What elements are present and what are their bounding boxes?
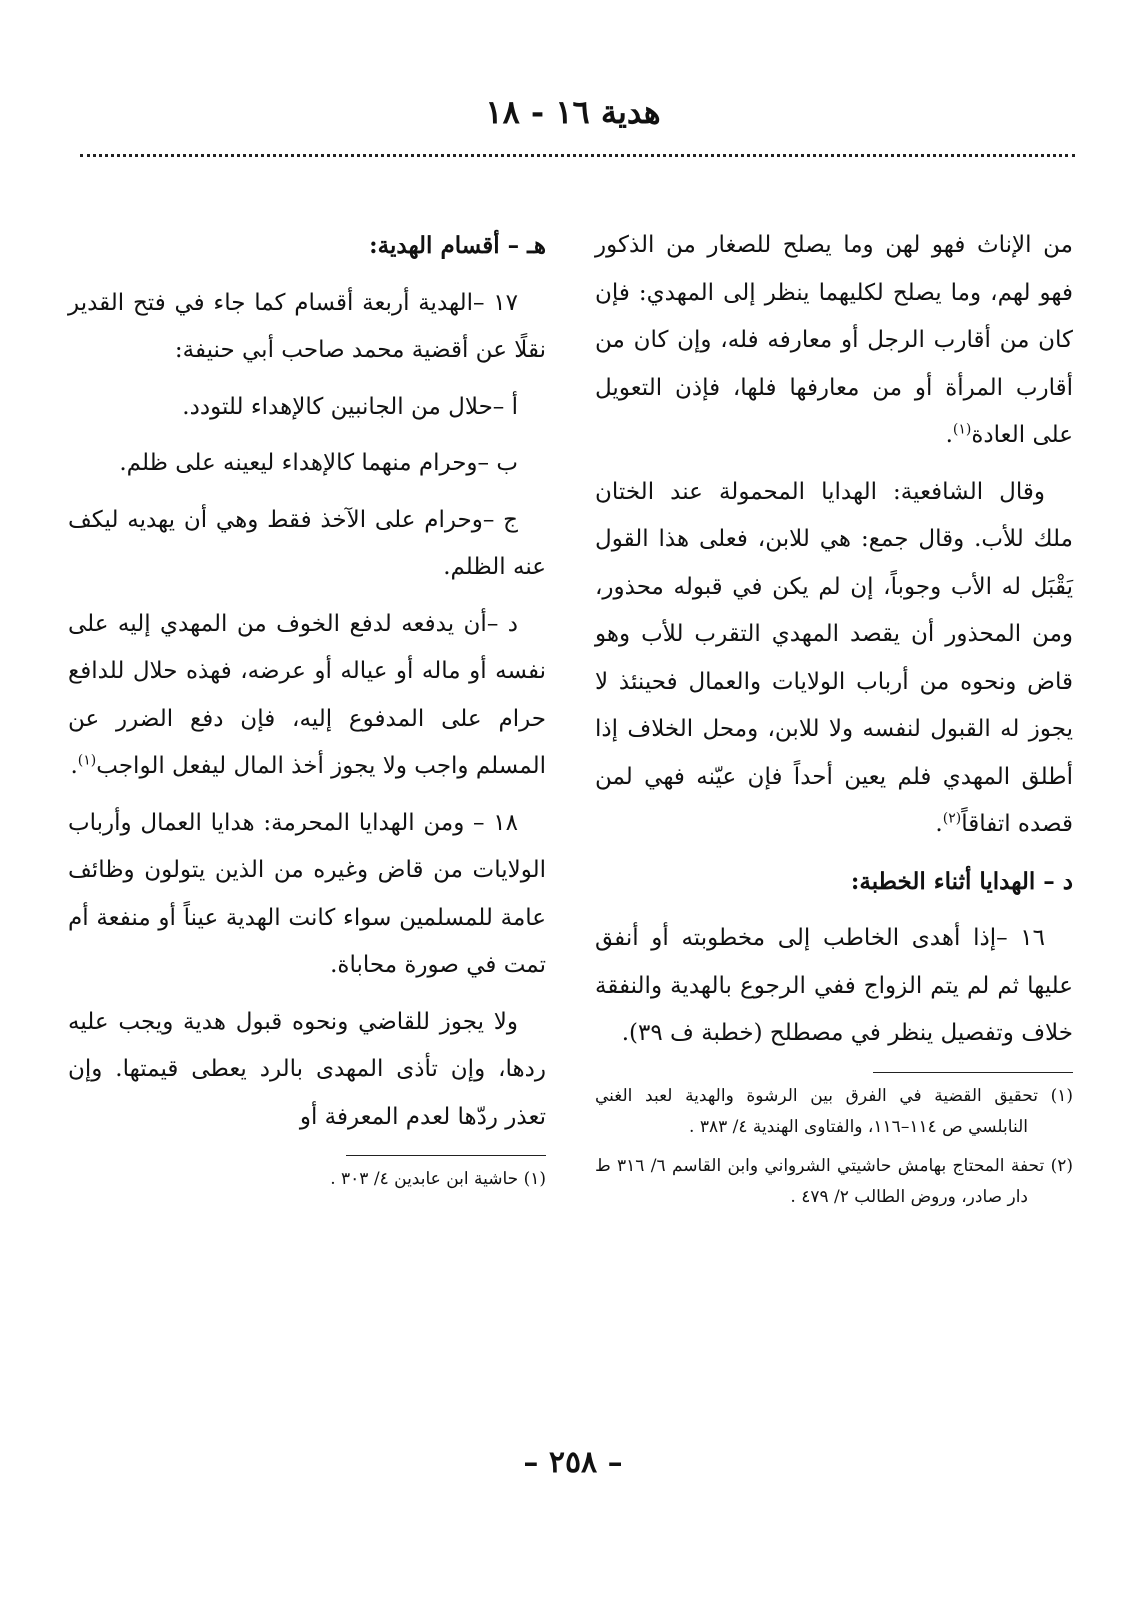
- footnote-ref: (٢): [942, 810, 962, 827]
- section-heading-h: هـ – أقسام الهدية:: [369, 232, 546, 259]
- header-dotted-rule: [80, 154, 1075, 157]
- list-item-d: د –أن يدفعه لدفع الخوف من المهدي إليه على نفسه أو ماله أو عياله أو عرضه، فهذه حلال للدافع حرام على المدفوع إليه، فإن دفع الضرر عن المسلم واجب ولا يجوز أخذ المال ليفعل الواجب$^{(١)}$.: [68, 610, 546, 779]
- right-footnote-2: (٢) تحفة المحتاج بهامش حاشيتي الشرواني وابن القاسم ٦/ ٣١٦ ط دار صادر، وروض الطالب ٢/ ٤٧٩ .: [595, 1155, 1073, 1207]
- page-header-title: هدية ١٦ - ١٨: [485, 93, 661, 131]
- right-paragraph-2: وقال الشافعية: الهدايا المحمولة عند الختان ملك للأب. وقال جمع: هي للابن، فعلى هذا القول يَقْبَل له الأب وجوباً، إن لم يكن في قبوله محذور، ومن المحذور أن يقصد المهدي التقرب للأب وهو قاض ونحوه من أرباب الولايات والعمال فحينئذ لا يجوز له القبول لنفسه ولا للابن، ومحل الخلاف إذا أطلق المهدي فلم يعين أحداً فإن عيّنه فهي لمن قصده اتفاقاً$^{(٢)}$.: [595, 478, 1073, 837]
- list-item-c: ج –وحرام على الآخذ فقط وهي أن يهديه ليكف عنه الظلم.: [68, 506, 546, 580]
- left-footnote-1: (١) حاشية ابن عابدين ٤/ ٣٠٣ .: [330, 1169, 546, 1189]
- footnote-divider: [873, 1072, 1073, 1073]
- left-column: [68, 222, 546, 1203]
- left-paragraph-1: ١٧ –الهدية أربعة أقسام كما جاء في فتح القدير نقلًا عن أقضية محمد صاحب أبي حنيفة:: [68, 289, 546, 363]
- right-column: [595, 222, 1073, 1221]
- page-number: – ٢٥٨ –: [523, 1445, 623, 1480]
- right-paragraph-3: ١٦ –إذا أهدى الخاطب إلى مخطوبته أو أنفق عليها ثم لم يتم الزواج ففي الرجوع بالهدية والنفقة خلاف وتفصيل ينظر في مصطلح (خطبة ف ٣٩).: [595, 925, 1073, 1046]
- section-heading-d: د – الهدايا أثناء الخطبة:: [850, 867, 1073, 895]
- list-item-a: أ –حلال من الجانبين كالإهداء للتودد.: [182, 393, 518, 420]
- footnote-ref: (١): [952, 421, 972, 438]
- right-footnote-1: (١) تحقيق القضية في الفرق بين الرشوة والهدية لعبد الغني النابلسي ص ١١٤–١١٦، والفتاوى الهندية ٤/ ٣٨٣ .: [595, 1085, 1073, 1137]
- footnote-ref: (١): [77, 752, 97, 769]
- right-paragraph-1: من الإناث فهو لهن وما يصلح للصغار من الذكور فهو لهم، وما يصلح لكليهما ينظر إلى المهدي: فإن كان من أقارب الرجل أو معارفه فله، وإن كان من أقارب المرأة أو من معارفها فلها، فإذن التعويل على العادة$^{(١)}$.: [595, 232, 1073, 448]
- left-paragraph-3: ولا يجوز للقاضي ونحوه قبول هدية ويجب عليه ردها، وإن تأذى المهدى بالرد يعطى قيمتها. وإن تعذر ردّها لعدم المعرفة أو: [68, 1008, 546, 1130]
- list-item-b: ب –وحرام منهما كالإهداء ليعينه على ظلم.: [119, 450, 518, 476]
- footnote-divider: [346, 1155, 546, 1156]
- left-paragraph-2: ١٨ – ومن الهدايا المحرمة: هدايا العمال وأرباب الولايات من قاض وغيره من الذين يتولون وظائف عامة للمسلمين سواء كانت الهدية عيناً أو منفعة أم تمت في صورة محاباة.: [68, 809, 546, 978]
